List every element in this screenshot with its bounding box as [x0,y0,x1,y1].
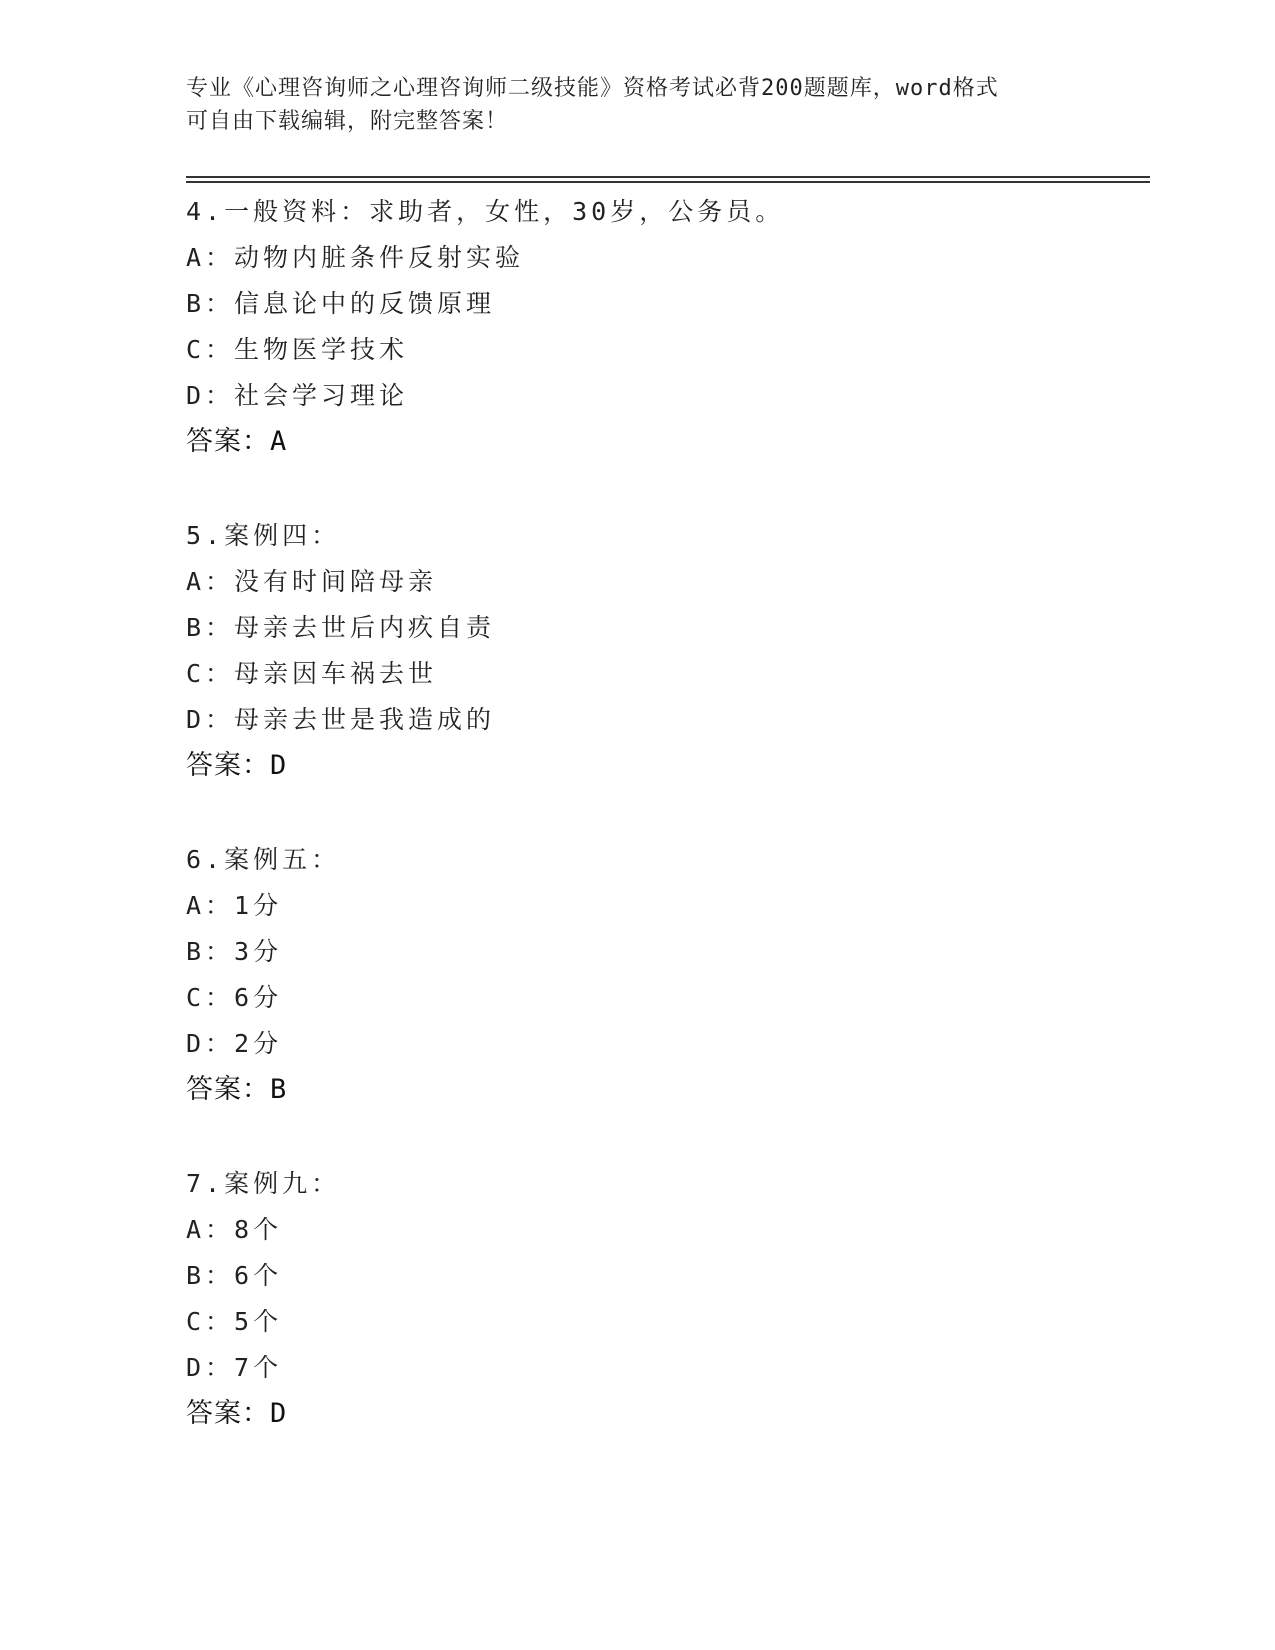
option-d: D：2分 [186,1029,283,1058]
question-stem: 5.案例四： [186,521,341,550]
header-line-1: 专业《心理咨询师之心理咨询师二级技能》资格考试必背200题题库，word格式 [186,76,999,101]
answer-line: 答案：D [186,750,288,781]
question-list [186,189,1146,1485]
question-item [186,1161,1146,1437]
header-divider-top [186,176,1150,178]
option-d: D：7个 [186,1353,283,1382]
question-item [186,513,1146,789]
answer-line: 答案：A [186,426,288,457]
option-b: B：6个 [186,1261,283,1290]
option-a: A：1分 [186,891,283,920]
document-header [186,72,1086,138]
option-c: C：母亲因车祸去世 [186,659,438,688]
option-b: B：信息论中的反馈原理 [186,289,496,318]
answer-line: 答案：B [186,1074,288,1105]
option-b: B：3分 [186,937,283,966]
option-c: C：5个 [186,1307,283,1336]
question-stem: 4.一般资料：求助者，女性，30岁，公务员。 [186,197,785,226]
option-c: C：6分 [186,983,283,1012]
header-divider-bottom [186,181,1150,183]
option-a: A：8个 [186,1215,283,1244]
option-b: B：母亲去世后内疚自责 [186,613,496,642]
header-line-2: 可自由下载编辑，附完整答案！ [186,109,509,134]
option-d: D：母亲去世是我造成的 [186,705,496,734]
option-a: A：没有时间陪母亲 [186,567,438,596]
option-a: A：动物内脏条件反射实验 [186,243,525,272]
question-stem: 6.案例五： [186,845,341,874]
option-c: C：生物医学技术 [186,335,409,364]
question-item [186,837,1146,1113]
option-d: D：社会学习理论 [186,381,409,410]
question-item [186,189,1146,465]
question-stem: 7.案例九： [186,1169,341,1198]
answer-line: 答案：D [186,1398,288,1429]
